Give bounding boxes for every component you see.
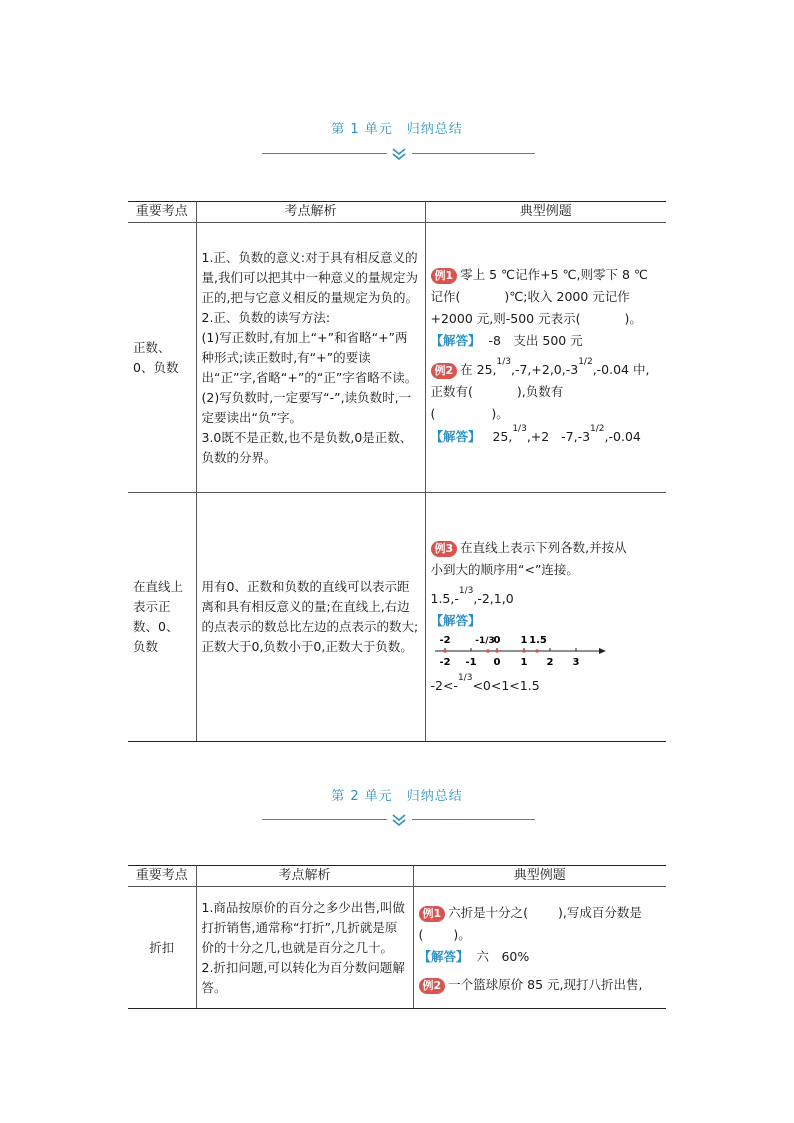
- answer-text: 25,: [492, 429, 513, 444]
- topic-cell: 正数、0、负数: [128, 223, 196, 493]
- number-line-top-label: -2: [438, 635, 451, 646]
- table-header-row: [128, 866, 666, 887]
- analysis-line: (1)写正数时,有加上“+”和省略“+”两种形式;读正数时,有“+”的要读出“正”字,省略“+”的“正”字省略不读。: [201, 329, 418, 385]
- number-line: [431, 632, 611, 674]
- unit2-title-rule-right: [412, 819, 535, 820]
- example-text: )。: [453, 927, 471, 942]
- unit1-table: [128, 201, 666, 742]
- example-text: ,-0.04 中,: [592, 362, 650, 377]
- fraction: 1/3: [496, 357, 511, 367]
- example-text: )。: [624, 311, 642, 326]
- example-text: ,-2,1,0: [473, 591, 514, 606]
- answer-text: <0<1<1.5: [472, 678, 540, 693]
- answer-text: ,+2: [526, 429, 550, 444]
- analysis-line: (2)写负数时,一定要写“-”,读负数时,一定要读出“负”字。: [201, 389, 412, 425]
- example-badge: 例2: [419, 978, 446, 994]
- example-text: 一个篮球原价 85 元,现打八折出售,: [448, 977, 643, 992]
- example-text: (: [418, 927, 424, 942]
- number-line-arrow: [599, 648, 606, 654]
- example-3: [431, 537, 662, 697]
- example-badge: 例3: [431, 541, 458, 557]
- unit2-title: 第 2 单元 归纳总结: [331, 789, 463, 804]
- header-topic: 重要考点: [128, 202, 196, 223]
- examples-cell: [425, 223, 666, 493]
- number-line-tick-label: -1: [464, 657, 477, 668]
- fraction: 1/3: [512, 424, 527, 434]
- number-line-top-label: -1/3: [474, 636, 495, 646]
- table-row: [128, 887, 666, 1009]
- header-topic: 重要考点: [128, 866, 196, 887]
- answer-label: 【解答】: [430, 333, 481, 348]
- example-badge: 例1: [419, 906, 446, 922]
- example-text: 在 25,: [460, 362, 497, 377]
- fraction: 1/3: [457, 673, 473, 683]
- example-2: [419, 974, 662, 996]
- unit1-title-rule-right: [412, 153, 535, 154]
- topic-cell: 在直线上表示正数、0、负数: [128, 493, 196, 742]
- example-text: 记作(: [430, 289, 461, 304]
- example-text: ),写成百分数是: [558, 905, 642, 920]
- example-text: 正数有(: [430, 384, 473, 399]
- unit1-title-rule-left: [262, 153, 387, 154]
- header-examples: 典型例题: [413, 866, 666, 887]
- table-row: [128, 493, 666, 742]
- number-line-tick-label: 3: [572, 657, 579, 668]
- example-text: 零上 5 ℃记作+5 ℃,则零下 8 ℃: [460, 267, 648, 282]
- analysis-cell: [196, 887, 413, 1009]
- answer-text: -7,-3: [561, 429, 591, 444]
- example-text: ),负数有: [516, 384, 564, 399]
- number-line-top-label: 1.5: [528, 635, 547, 646]
- answer-text: -8 支出 500 元: [488, 333, 583, 348]
- example-badge: 例2: [431, 363, 458, 379]
- number-line-tick-label: -2: [438, 657, 451, 668]
- example-text: (: [430, 406, 436, 421]
- analysis-line: 1.商品按原价的百分之多少出售,叫做打折销售,通常称“打折”,几折就是原价的十分之几,也就是百分之几十。: [201, 899, 405, 955]
- answer-label: 【解答】: [430, 613, 481, 628]
- answer-label: 【解答】: [418, 949, 469, 964]
- answer-label: 【解答】: [430, 429, 481, 444]
- chevron-down-double-icon: [391, 813, 407, 827]
- example-text: 在直线上表示下列各数,并按从: [460, 540, 627, 555]
- analysis-line: 3.0既不是正数,也不是负数,0是正数、负数的分界。: [201, 429, 413, 465]
- number-line-tick-label: 2: [546, 657, 553, 668]
- example-1: [431, 264, 662, 352]
- answer-text: -2<-: [430, 678, 458, 693]
- header-analysis: 考点解析: [196, 866, 413, 887]
- unit2-title-rule-left: [262, 819, 387, 820]
- table-header-row: [128, 202, 666, 223]
- unit2-table: [128, 865, 666, 1009]
- table-row: [128, 223, 666, 493]
- number-line-top-label: 0: [493, 635, 500, 646]
- fraction: 1/2: [590, 424, 605, 434]
- analysis-line: 2.折扣问题,可以转化为百分数问题解答。: [201, 959, 405, 995]
- topic-cell: 折扣: [128, 887, 196, 1009]
- example-text: ,-7,+2,0,-3: [511, 362, 579, 377]
- unit1-title: 第 1 单元 归纳总结: [331, 122, 463, 137]
- answer-text: ,-0.04: [604, 429, 641, 444]
- number-line-tick-label: 1: [520, 657, 527, 668]
- example-2: [431, 358, 662, 448]
- analysis-cell: [196, 223, 425, 493]
- number-line-tick-label: 0: [493, 657, 500, 668]
- fraction: 1/2: [578, 357, 593, 367]
- number-line-top-label: 1: [520, 635, 527, 646]
- example-text: )。: [491, 406, 509, 421]
- analysis-cell: 用有0、正数和负数的直线可以表示距离和具有相反意义的量;在直线上,右边的点表示的数总比左边的点表示的数大;正数大于0,负数小于0,正数大于负数。: [196, 493, 425, 742]
- examples-cell: [413, 887, 666, 1009]
- analysis-line: 1.正、负数的意义:对于具有相反意义的量,我们可以把其中一种意义的量规定为正的,把与它意义相反的量规定为负的。: [201, 249, 418, 305]
- fraction: 1/3: [458, 586, 474, 596]
- example-badge: 例1: [431, 268, 458, 284]
- example-text: 1.5,-: [430, 591, 459, 606]
- example-text: 六折是十分之(: [448, 905, 529, 920]
- example-text: 小到大的顺序用“<”连接。: [430, 562, 579, 577]
- chevron-down-double-icon: [391, 147, 407, 161]
- analysis-line: 2.正、负数的读写方法:: [201, 309, 331, 325]
- header-analysis: 考点解析: [196, 202, 425, 223]
- example-text: +2000 元,则-500 元表示(: [430, 311, 581, 326]
- examples-cell: [425, 493, 666, 742]
- answer-text: 六 60%: [476, 949, 530, 964]
- example-1: [419, 902, 662, 968]
- header-examples: 典型例题: [425, 202, 666, 223]
- example-text: )℃;收入 2000 元记作: [504, 289, 630, 304]
